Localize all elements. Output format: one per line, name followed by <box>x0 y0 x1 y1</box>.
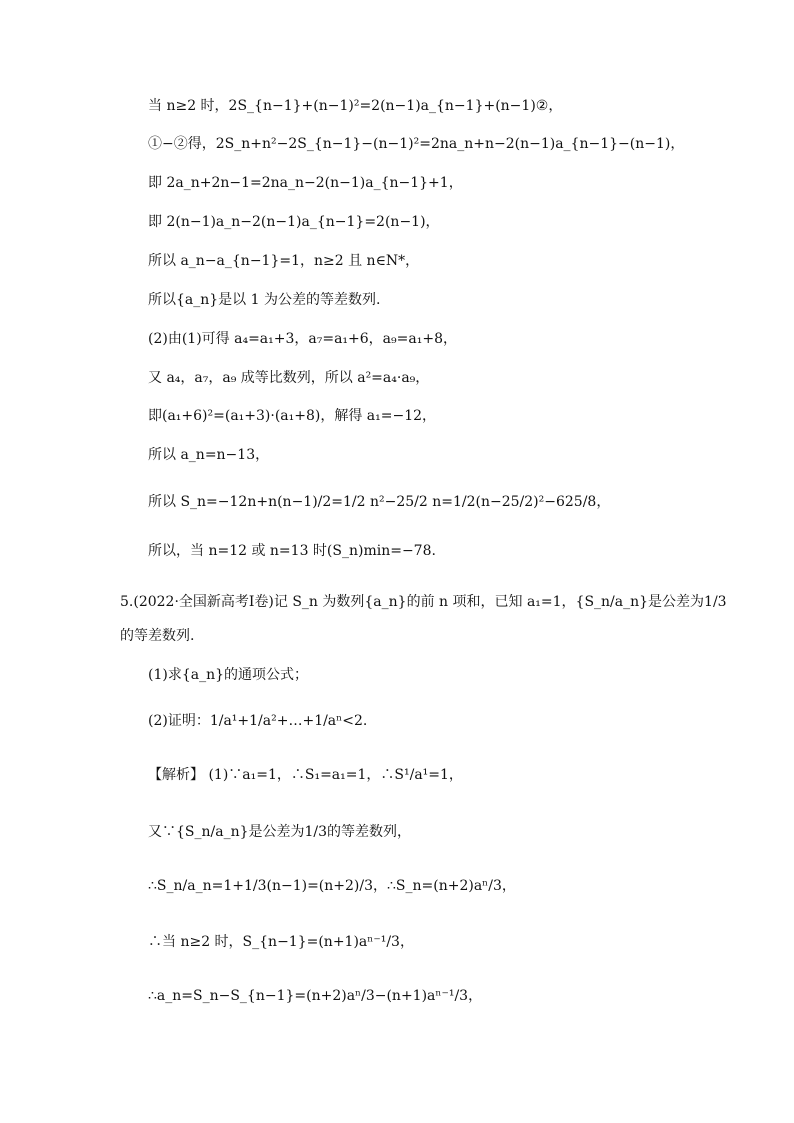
question-line: 的等差数列. <box>120 628 195 644</box>
question-line: 5.(2022·全国新高考Ⅰ卷)记 S_n 为数列{a_n}的前 n 项和，已知 a₁=1，{S_n/a_n}是公差为1/3 <box>120 594 727 610</box>
solution-line: ∴当 n≥2 时，S_{n−1}=(n+1)aⁿ⁻¹/3， <box>148 934 414 950</box>
text-line: 当 n≥2 时，2S_{n−1}+(n−1)²=2(n−1)a_{n−1}+(n−1)②， <box>148 98 563 114</box>
text-line: 所以 a_n−a_{n−1}=1，n≥2 且 n∈N*， <box>148 253 420 269</box>
text-line: 即 2(n−1)a_n−2(n−1)a_{n−1}=2(n−1)， <box>148 214 440 230</box>
text-line: ①−②得，2S_n+n²−2S_{n−1}−(n−1)²=2na_n+n−2(n−1)a_{n−1}−(n−1)， <box>148 136 685 152</box>
text-line: 又 a₄，a₇，a₉ 成等比数列，所以 a²=a₄·a₉， <box>148 370 430 386</box>
solution-line: ∴S_n/a_n=1+1/3(n−1)=(n+2)/3，∴S_n=(n+2)aⁿ/3， <box>148 878 516 894</box>
text-line: (2)由(1)可得 a₄=a₁+3，a₇=a₁+6，a₉=a₁+8， <box>148 331 457 347</box>
text-line: 即 2a_n+2n−1=2na_n−2(n−1)a_{n−1}+1， <box>148 175 463 191</box>
text-line: 所以 S_n=−12n+n(n−1)/2=1/2 n²−25/2 n=1/2(n−25/2)²−625/8， <box>148 494 611 510</box>
text-line: 所以 a_n=n−13， <box>148 447 270 463</box>
solution-line: ∴a_n=S_n−S_{n−1}=(n+2)aⁿ/3−(n+1)aⁿ⁻¹/3， <box>148 988 483 1004</box>
solution-line: 又∵{S_n/a_n}是公差为1/3的等差数列， <box>148 824 412 840</box>
question-part: (1)求{a_n}的通项公式； <box>148 667 309 683</box>
solution-line: 【解析】 (1)∵a₁=1，∴S₁=a₁=1，∴S¹/a¹=1， <box>148 767 463 783</box>
text-line: 所以{a_n}是以 1 为公差的等差数列. <box>148 292 381 308</box>
question-part: (2)证明：1/a¹+1/a²+…+1/aⁿ<2. <box>148 713 368 729</box>
text-line: 所以，当 n=12 或 n=13 时(S_n)min=−78. <box>148 543 436 559</box>
text-line: 即(a₁+6)²=(a₁+3)·(a₁+8)，解得 a₁=−12， <box>148 408 437 424</box>
